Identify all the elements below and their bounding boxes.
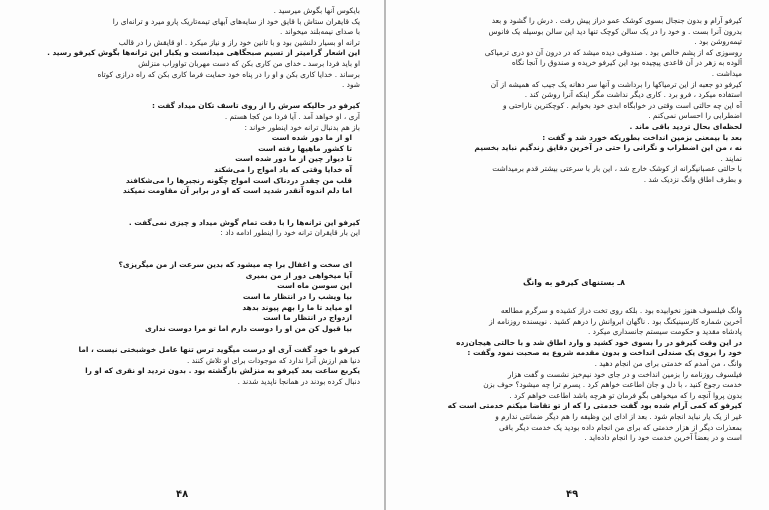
text-line: شود . bbox=[341, 80, 360, 90]
text-line: برساند . خدایا کاری بکن و او را در پناه خود حمایت فرما کاری بکن که راه درازی کوتاه bbox=[97, 69, 360, 79]
text-line: نه ، من این اضطراب و نگرانی را حتی در آخرین دقایق زندگیم نباید بخسیم bbox=[474, 143, 742, 153]
text-line: میداشت . bbox=[711, 68, 742, 78]
text-line: ای سخت و اغفال برا چه میشود که بدین سرعت از من میگریزی؟ bbox=[118, 260, 352, 270]
text-line: آه خدایا وقتی که باد امواج را می‌شکند bbox=[214, 164, 352, 174]
text-line: با حالتی عصبانیگرانه از کوشک خارج شد ، این بار با سرعتی بیشتر قدم برمیداشت bbox=[492, 164, 742, 174]
text-line bbox=[28, 250, 360, 261]
text-line: تیمه‌روشن بود . bbox=[694, 37, 742, 47]
text-line: او میاید تا ما را بهم پیوند بدهد bbox=[242, 302, 352, 312]
text-line: اضطرابی را احساس نمی‌کنم . bbox=[648, 111, 742, 121]
text-line: بایکوس آنها بگوش میرسید . bbox=[273, 6, 360, 15]
text-line: غیر از یک یار نباید انجام شود . بعد از ادای این وظیفه را هم دیگر ضمانتی ندارم و bbox=[495, 411, 742, 421]
text-line: کیرفو در حالیکه سرش را از روی تاسف تکان میداد گفت : bbox=[151, 101, 360, 111]
text-line: قلب من چقدر دردناک است امواج چگونه رنجبرها را می‌شکافند bbox=[125, 175, 352, 185]
text-line: ازدواج در انتظار ما است bbox=[263, 313, 352, 323]
text-line bbox=[28, 91, 360, 102]
text-line: این سوسن ماه است bbox=[277, 281, 352, 291]
right-page-body-bottom bbox=[406, 306, 742, 444]
text-line: کیرفو آرام و بدون جنجال بسوی کوشک عمو دراز پیش رفت . درش را گشود و بعد bbox=[491, 16, 742, 25]
text-line: دنبال کرده بودند در همانجا ناپدید شدند . bbox=[237, 376, 360, 386]
text-line: استفاده میکرد ، فرو برد . کاری دیگر نداشت مگر اینکه آنرا روشن کند . bbox=[524, 90, 742, 100]
text-line: بیا قبول کن من او را دوست دارم اما تو مرا دوست نداری bbox=[145, 323, 352, 333]
text-line: او باید فردا برسد ـ خدای من کاری بکن که دست مهربان تواوراب منزلش bbox=[138, 58, 360, 68]
text-line: آه این چه حالتی است وقتی در خوابگاه ابدی خود بخوابم . کوچکترین ناراحتی و bbox=[502, 100, 742, 110]
text-line: روسوزی که از پشم خالص بود . صندوقی دیده میشد که در درون آن دو دری ترمیاکی bbox=[484, 47, 742, 57]
text-line: آیا میخواهی دور از من بمیری bbox=[245, 270, 352, 280]
left-page bbox=[0, 0, 384, 510]
text-line: پادشاه مقدید و حکومت سیستم جانسداری میکرد . bbox=[587, 327, 742, 337]
text-line: بدون پروا آنچه را که میخواهی بگو فرمان تو هرچه باشد اطاعت خواهم کرد . bbox=[509, 390, 742, 400]
text-line: تا کشور ماهیها رفته است bbox=[258, 143, 352, 153]
text-line: آلوده به زهر در آن قاعدی پیچیده بود این کیرفو خریده و صندوق را آنجا نگاه bbox=[511, 58, 742, 68]
text-line bbox=[28, 239, 360, 250]
text-line: بدرون آنرا بست . و خود را در یک سالن کوچک تنها دید این سالن بوسیله یک فانوس bbox=[488, 26, 742, 36]
text-line: کیرفو این ترانه‌ها را با دقت تمام گوش میداد و چیزی نمی‌گفت . bbox=[128, 217, 360, 227]
text-line: بعد با بیمعنی بزمین انداخت بطوریکه خورد شد و گفت : bbox=[542, 132, 742, 142]
text-line: اما دلم اندوه آنقدر شدید است که او در برابر آن مقاومت نمیکند bbox=[122, 186, 352, 196]
text-line: یک قایقران ستاش با قایق خود از سایه‌های آبهای تیمه‌تاریک پارو میرد و ترانه‌ای را bbox=[112, 16, 360, 26]
text-line: بمعذرات دیگر از هزار خدمتی که برای من انجام داده بودید یک خدمت دیگر باقی bbox=[499, 422, 742, 432]
text-line bbox=[28, 197, 360, 208]
text-line: وانگ فیلسوف هنوز نخوابیده بود . بلکه روی تخت دراز کشیده و سرگرم مطالعه bbox=[500, 306, 742, 315]
text-line: دنیا هم ارزش آنرا ندارد که موجودات برای او تلاش کنند . bbox=[186, 355, 360, 365]
text-line: تا دیوار چین از ما دور شده است bbox=[235, 154, 352, 164]
text-line: نمایند . bbox=[720, 153, 742, 163]
text-line: فیلسوف روزنامه را بزمین انداخت و در جای خود نیم‌خیز نشست و گفت هزار bbox=[507, 369, 742, 379]
right-page-number: ۴۹ bbox=[566, 489, 579, 500]
left-page-body bbox=[28, 6, 360, 387]
text-line: این بار قایقران ترانه خود را اینطور ادامه داد : bbox=[220, 228, 360, 238]
text-line: آخرین شماره کارسینیکنگ بود . ناگهان ابروانش را درهم کشید . نویسنده روزنامه از bbox=[489, 316, 742, 326]
text-line: وانگ ، من آمدم که خدمتی برای من انجام دهید . bbox=[594, 358, 742, 368]
text-line: او از ما دور شده است bbox=[271, 133, 352, 143]
text-line: آری ، او خواهد آمد . آیا فردا من کجا هستم . bbox=[224, 111, 360, 121]
text-line: لحظه‌ای بحال تردید باقی ماند . bbox=[629, 121, 742, 131]
text-line: در این وقت کیرفو در را بسوی خود کشید و وارد اطاق شد و با حالتی هیجان‌زده bbox=[456, 337, 742, 347]
text-line: بیا ویشب را در انتظار ما است bbox=[242, 292, 352, 302]
right-page-body-top bbox=[406, 16, 742, 186]
text-line: و بطرف اطاق وانگ نزدیک شد . bbox=[643, 174, 742, 184]
text-line: با صدای نیمه‌بلند میخواند . bbox=[280, 27, 360, 37]
text-line: خدمت رجوع کنید ، با دل و جان اطاعت خواهم کرد . پسرم ترا چه میشود؟ حوف بزن bbox=[483, 380, 742, 390]
text-line: کیرفو دو جعبه از این ترمیاکها را برداشت و آنها سر دهانه یک جیب که همیشه از آن bbox=[490, 79, 742, 89]
text-line: کیرفو با خود گفت آری او درست میگوید ترس تنها عامل خوشبختی نیست ، اما bbox=[78, 345, 360, 354]
text-line: یکربع ساعت بعد کیرفو به منزلش بازگشته بود . بدون تردید او نقری که او را bbox=[85, 366, 360, 376]
chapter-heading: ۸ـ بستنهای کیرفو به وانگ bbox=[523, 278, 625, 287]
text-line: خود را بروی یک صندلی انداخت و بدون مقدمه شروع به صحبت نمود وگفت : bbox=[467, 348, 742, 358]
text-line: است و در بعضاً آخرین خدمت خود را انجام داده‌اید . bbox=[584, 433, 742, 443]
right-page bbox=[386, 0, 769, 510]
text-line: باز هم بدنبال ترانه خود اینطور خواند : bbox=[244, 122, 360, 132]
text-line bbox=[28, 207, 360, 218]
text-line: ترانه او بسیار دلنشین بود و با تانین خود راز و نیاز میکرد . او قایقش را در قالب bbox=[118, 37, 360, 47]
text-line bbox=[28, 334, 360, 345]
text-line: این اشعار گرامیتر از تسیم صبحگاهی میدانست و یکبار این ترانه‌ها بگوش کیرفو رسید . bbox=[47, 48, 360, 58]
text-line: کیرفو که کمی آرام شده بود گفت خدمتی را که از تو تقاضا میکنم خدمتی است که bbox=[447, 401, 742, 411]
left-page-number: ۴۸ bbox=[176, 489, 189, 500]
